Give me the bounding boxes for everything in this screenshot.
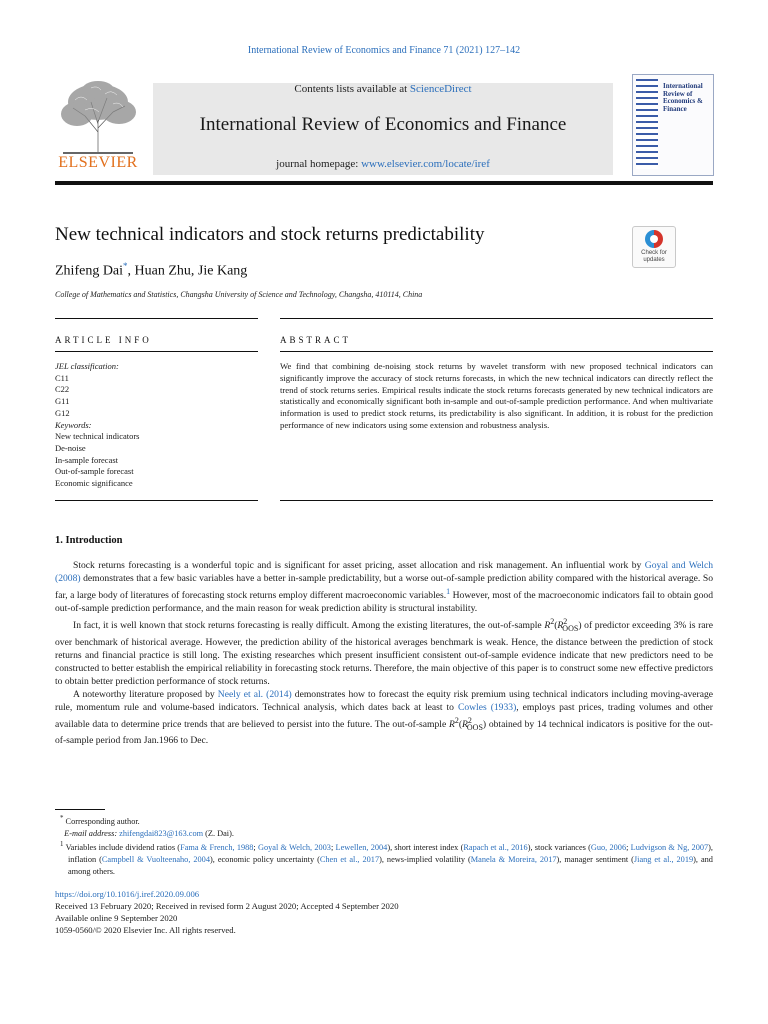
email-note: E-mail address: zhifengdai823@163.com (Z. Dai).	[64, 828, 234, 838]
divider	[55, 318, 258, 319]
crossmark-icon	[645, 230, 663, 248]
keyword: Out-of-sample forecast	[55, 466, 134, 477]
authors-line	[55, 261, 247, 280]
footnote-1: $^1$ Variables include dividend ratios (Fama & French, 1988; Goyal & Welch, 2003; Lewellen, 2004), short interest index (Rapach et al., 2016), stock variances (Guo, 2006; Ludvigson & Ng, 2007), inflation (Campbell & Vuolteenaho, 2004), economic policy uncertainty (Chen et al., 2017), news-implied volatility (Manela & Moreira, 2017), manager sentiment (Jiang et al., 2019), and among others.	[60, 841, 713, 876]
journal-reference[interactable]: International Review of Economics and Finance 71 (2021) 127–142	[247, 45, 521, 56]
received-dates: Received 13 February 2020; Received in revised form 2 August 2020; Accepted 4 September 2020	[55, 901, 399, 911]
abstract-heading: ABSTRACT	[280, 335, 352, 345]
cover-pattern	[636, 79, 658, 169]
footnote-rule	[55, 809, 105, 810]
citation-link[interactable]: Jiang et al., 2019	[633, 854, 694, 864]
citation-link[interactable]: Ludvigson & Ng, 2007	[630, 843, 709, 853]
elsevier-logo	[55, 80, 141, 176]
sciencedirect-link[interactable]: ScienceDirect	[409, 83, 472, 95]
copyright: 1059-0560/© 2020 Elsevier Inc. All rights reserved.	[55, 925, 236, 935]
keyword: In-sample forecast	[55, 454, 119, 465]
keyword: New technical indicators	[55, 431, 140, 442]
corresponding-author-marker[interactable]: *	[123, 261, 128, 271]
section-heading: 1. Introduction	[55, 535, 123, 546]
corresponding-author-note: * Corresponding author.	[60, 815, 140, 826]
paragraph: In fact, it is well known that stock returns forecasting is really difficult. Among the existing literatures, the out-of-sample $R^2(R^2_{OOS})$ of predictor exceeding 3% is rare over benchmark of historical average. However, the prediction ability of the historical averages benchmark is weak. Hence, the distance between the prediction of stock returns and financial practice is still long. The existing researches which present insufficient consistent out-of-sample evidence indicate that new predictors need to be constructed to better establish the empirical reliability in forecasting stock returns. Therefore, the main objective of this paper is to construct some new effective predictors to obtain better prediction performance of stock returns.	[55, 617, 713, 687]
citation-link[interactable]: Chen et al., 2017	[319, 854, 380, 864]
citation-link[interactable]: Guo, 2006	[590, 843, 627, 853]
keyword: De-noise	[55, 442, 86, 453]
elsevier-wordmark: ELSEVIER	[58, 154, 138, 171]
jel-code: G11	[55, 396, 70, 407]
keywords-label: Keywords:	[55, 419, 92, 430]
citation-link[interactable]: Goyal & Welch, 2003	[257, 843, 331, 853]
article-info-heading: ARTICLE INFO	[55, 335, 152, 345]
article-title: New technical indicators and stock returns predictability	[55, 224, 485, 245]
divider	[55, 500, 258, 501]
citation-link[interactable]: Campbell & Vuolteenaho, 2004	[101, 854, 210, 864]
citation-link[interactable]: Fama & French, 1988	[180, 843, 254, 853]
footnote-ref[interactable]: 1	[446, 587, 451, 597]
citation-link[interactable]: Rapach et al., 2016	[463, 843, 528, 853]
journal-cover-thumbnail[interactable]	[632, 74, 714, 176]
footnotes	[55, 813, 713, 878]
co-authors: , Huan Zhu, Jie Kang	[127, 263, 248, 279]
citation-link[interactable]: Cowles (1933)	[457, 701, 517, 713]
check-for-updates-label: Check for updates	[641, 250, 667, 263]
journal-homepage-line	[153, 158, 613, 170]
jel-code: C11	[55, 372, 69, 383]
available-online: Available online 9 September 2020	[55, 913, 178, 923]
paragraph: A noteworthy literature proposed by Neely et al. (2014) demonstrates how to forecast the equity risk premium using technical indicators including moving-average rule, momentum rule and volume-based indicators. Technical analysis, which dates back at least to Cowles (1933), employs past prices, trading volumes and other available data to determine price trends that are believed to persist into the future. The out-of-sample $R^2(R^2_{OOS})$ obtained by 14 technical indicators is positive for the out-of-sample period from Jan.1966 to Dec.	[55, 688, 714, 746]
paragraph: Stock returns forecasting is a wonderful topic and is significant for asset pricing, asset allocation and risk management. An influential work by Goyal and Welch (2008) demonstrates that a few basic variables have a better in-sample predictability, but a worse out-of-sample prediction ability compared with the historical average. So far, a large body of literatures of forecasting stock returns employ different macroeconomic variables.$^1$ However, most of the macroeconomic indicators fail to obtain good out-of-sample prediction performance, and the main reason for weak prediction ability is structural instability.	[55, 560, 714, 615]
article-meta	[55, 888, 399, 936]
divider	[280, 318, 713, 319]
citation-link[interactable]: Neely et al. (2014)	[217, 688, 292, 700]
contents-line	[153, 83, 613, 95]
affiliation: College of Mathematics and Statistics, Changsha University of Science and Technology, Changsha, 410114, China	[55, 290, 423, 299]
jel-code: G12	[55, 407, 70, 418]
keyword: Economic significance	[55, 478, 133, 489]
author-name: Zhifeng Dai	[55, 263, 124, 279]
jel-code: C22	[55, 384, 70, 395]
article-info-list	[55, 361, 255, 490]
email-link[interactable]: zhifengdai823@163.com	[119, 828, 204, 838]
citation-link[interactable]: Lewellen, 2004	[335, 843, 388, 853]
citation-link[interactable]: Goyal and Welch (2008)	[55, 560, 714, 585]
header-rule	[55, 181, 713, 185]
contents-prefix: Contents lists available at	[294, 83, 410, 95]
divider	[280, 351, 713, 352]
homepage-prefix: journal homepage:	[276, 158, 362, 170]
doi-link[interactable]: https://doi.org/10.1016/j.iref.2020.09.006	[55, 889, 200, 899]
journal-homepage-link[interactable]: www.elsevier.com/locate/iref	[361, 158, 490, 170]
citation-link[interactable]: Manela & Moreira, 2017	[470, 854, 557, 864]
body-text	[55, 559, 713, 747]
abstract-text: We find that combining de-noising stock returns by wavelet transform with new proposed technical indicators can significantly improve the accuracy of stock returns forecasts, in which the new technical indicators can directly reflect the trend of stock returns series. Empirical results indicate the stock returns forecasts generated by new technical indicators are statistically and economically significant both in-sample and out-of-sample prediction performance. And when multivariate information is used to predict stock returns, its predictability is also significant. In addition, it is robust for the prediction performance of new indicators using some extension and robustness analysis.	[280, 361, 713, 430]
cover-title: International Review of Economics & Finance	[663, 82, 703, 113]
journal-title: International Review of Economics and Finance	[199, 114, 567, 135]
elsevier-tree-icon	[55, 80, 141, 156]
check-for-updates-button[interactable]	[632, 226, 676, 268]
divider	[55, 351, 258, 352]
jel-classification-label: JEL classification:	[55, 361, 119, 371]
divider	[280, 500, 713, 501]
